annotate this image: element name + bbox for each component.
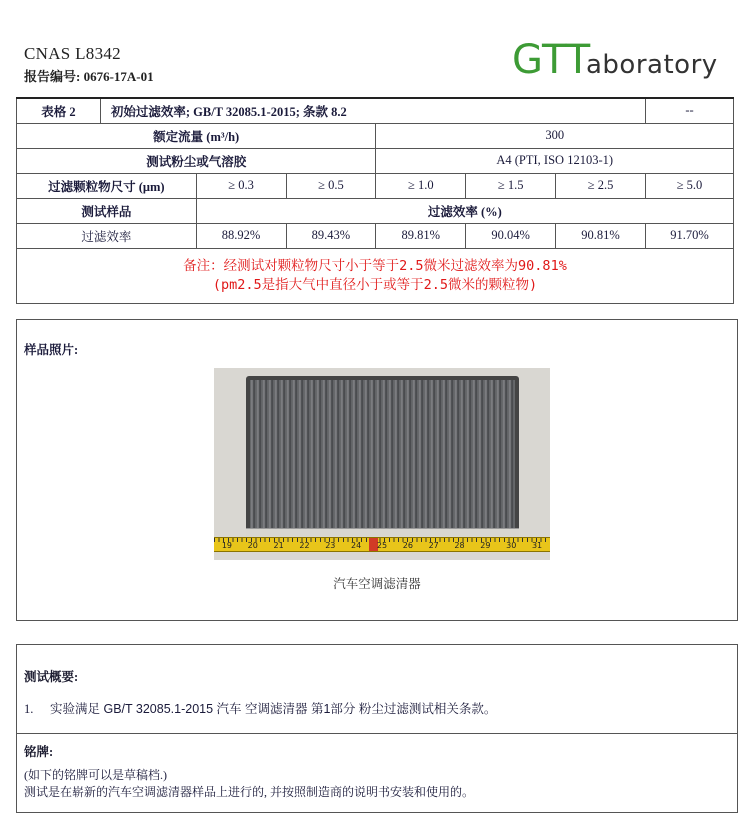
- logo-text: aboratory: [586, 50, 718, 80]
- logo-g: G: [512, 37, 543, 83]
- cabin-filter-image: [246, 376, 519, 532]
- table-label: 表格 2: [17, 98, 101, 123]
- ruler-number: 21: [273, 541, 284, 550]
- table-title-row: [17, 98, 734, 123]
- size-cell: ≥ 1.0: [376, 173, 466, 198]
- sample-photo-section: [16, 319, 738, 621]
- efficiency-cell: 91.70%: [646, 223, 734, 248]
- size-cell: ≥ 1.5: [466, 173, 556, 198]
- size-cell: ≥ 0.5: [286, 173, 376, 198]
- nameplate-section: [16, 734, 738, 813]
- efficiency-cell: 90.04%: [466, 223, 556, 248]
- summary-title: 测试概要:: [24, 670, 79, 684]
- nameplate-title: 铭牌:: [24, 745, 54, 759]
- note-row: [17, 248, 734, 303]
- sample-row: [17, 198, 734, 223]
- ruler-number: 31: [531, 541, 543, 550]
- ruler-number: 26: [402, 541, 413, 550]
- tape-measure-numbers: [214, 539, 550, 551]
- dust-row: [17, 148, 734, 173]
- ruler-number: 27: [428, 541, 439, 550]
- ruler-number: 30: [506, 541, 517, 550]
- sample-label: 测试样品: [17, 198, 197, 223]
- efficiency-cell: 89.43%: [286, 223, 376, 248]
- note-line-1: 备注：经测试对颗粒物尺寸小于等于2.5微米过滤效率为90.81%: [183, 257, 567, 274]
- summary-item: [24, 699, 496, 717]
- efficiency-row: [17, 223, 734, 248]
- size-row: [17, 173, 734, 198]
- note-cell: [17, 248, 734, 303]
- size-label: 过滤颗粒物尺寸 (μm): [17, 173, 197, 198]
- photo-label: 样品照片:: [24, 343, 79, 357]
- dust-label: 测试粉尘或气溶胶: [17, 148, 376, 173]
- flow-row: [17, 123, 734, 148]
- report-header: [24, 44, 154, 85]
- table-title-right: --: [646, 98, 734, 123]
- logo-tt: TT: [542, 37, 591, 83]
- ruler-number: 28: [454, 541, 465, 550]
- dust-value: A4 (PTI, ISO 12103-1): [376, 148, 734, 173]
- nameplate-line-1: (如下的铭牌可以是草稿档.): [24, 768, 167, 782]
- ruler-number: 24: [351, 541, 362, 550]
- efficiency-cell: 90.81%: [556, 223, 646, 248]
- size-cell: ≥ 0.3: [196, 173, 286, 198]
- flow-label: 额定流量 (m³/h): [17, 123, 376, 148]
- summary-item-text: 实验满足 GB/T 32085.1-2015 汽车 空调滤清器 第1部分 粉尘过滤测试相关条款。: [50, 702, 497, 716]
- flow-value: 300: [376, 123, 734, 148]
- efficiency-cell: 89.81%: [376, 223, 466, 248]
- cnas-number: CNAS L8342: [24, 44, 121, 63]
- efficiency-label: 过滤效率: [17, 223, 197, 248]
- gtt-laboratory-logo: [512, 38, 732, 88]
- filter-photo: [214, 368, 550, 560]
- report-number: 报告编号: 0676-17A-01: [24, 69, 154, 84]
- ruler-number: 20: [247, 541, 258, 550]
- ruler-number: 19: [221, 541, 233, 550]
- ruler-number: 29: [480, 541, 491, 550]
- summary-item-number: 1.: [24, 702, 34, 716]
- test-summary-section: [16, 644, 738, 734]
- photo-caption: 汽车空调滤清器: [333, 577, 421, 591]
- efficiency-header: 过滤效率 (%): [196, 198, 733, 223]
- efficiency-table: [16, 97, 734, 304]
- size-cell: ≥ 5.0: [646, 173, 734, 198]
- filter-frame: [246, 528, 519, 536]
- ruler-number: 22: [299, 541, 310, 550]
- efficiency-cell: 88.92%: [196, 223, 286, 248]
- ruler-number: 23: [325, 541, 336, 550]
- ruler-number: 25: [376, 541, 388, 550]
- size-cell: ≥ 2.5: [556, 173, 646, 198]
- note-line-2: (pm2.5是指大气中直径小于或等于2.5微米的颗粒物): [212, 276, 538, 293]
- nameplate-line-2: 测试是在崭新的汽车空调滤清器样品上进行的, 并按照制造商的说明书安装和使用的。: [24, 785, 475, 799]
- table-title: 初始过滤效率; GB/T 32085.1-2015; 条款 8.2: [100, 98, 645, 123]
